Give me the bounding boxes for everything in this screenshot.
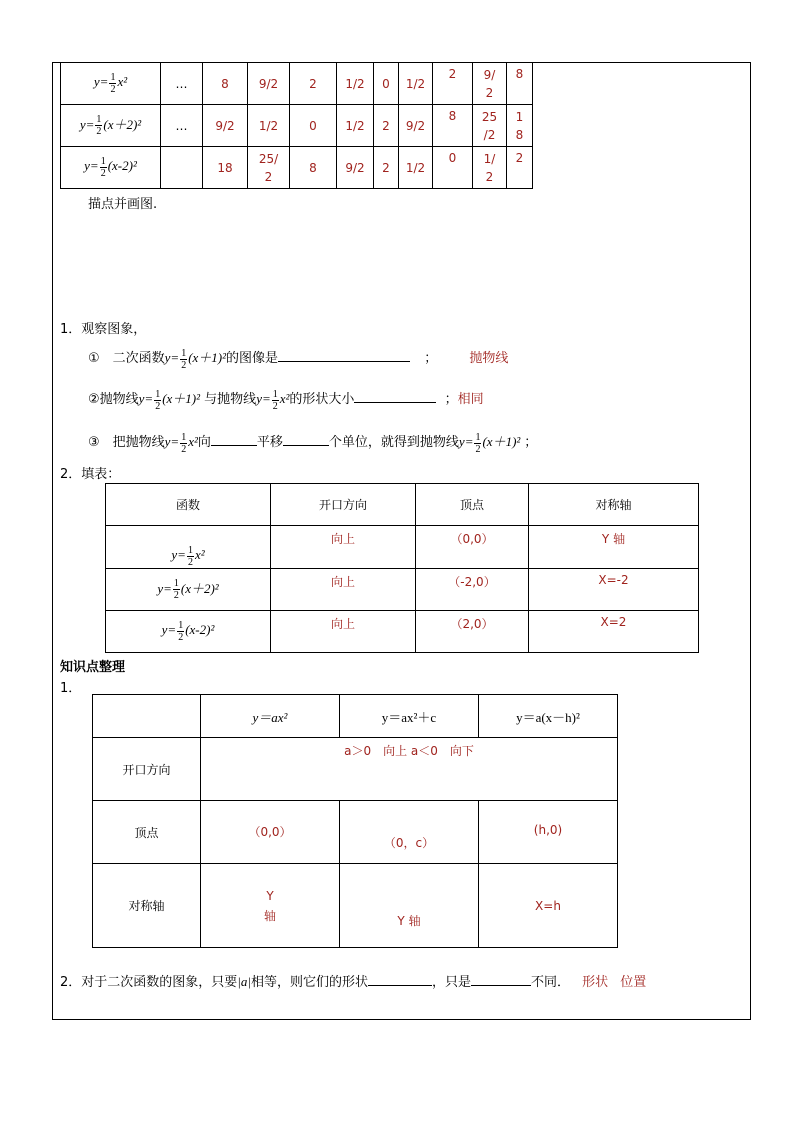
value-cell: 2	[290, 63, 337, 105]
table-row	[61, 105, 533, 147]
value-cell: 1/2	[399, 63, 433, 105]
value-cell: 1/2	[337, 105, 374, 147]
value-cell: 8	[433, 105, 473, 147]
value-cell: 1/ 2	[473, 147, 507, 189]
value-cell: 1/2	[248, 105, 290, 147]
dots-cell: …	[161, 63, 203, 105]
header-cell: 开口方向	[271, 484, 416, 526]
knowledge-item-1: 1．	[60, 681, 82, 696]
value-table	[60, 62, 533, 189]
question-1: ① 二次函数y= $\frac{1}{2}$ (x＋1)²的图像是 ； 抛物线	[88, 347, 509, 371]
table-header-row	[93, 695, 618, 738]
table-row	[61, 63, 533, 105]
table-row	[93, 864, 618, 948]
function-cell: y= $\frac{1}{2}$ (x-2)²	[61, 147, 161, 189]
axis-cell: Y 轴	[529, 526, 699, 569]
value-cell: 2	[433, 63, 473, 105]
vertex-cell: （0，c）	[340, 801, 479, 864]
knowledge-title: 知识点整理	[60, 660, 126, 675]
value-cell: 25 /2	[473, 105, 507, 147]
value-cell: 1/2	[399, 147, 433, 189]
knowledge-item-2: 2．对于二次函数的图象，只要|a|相等，则它们的形状 ，只是 不同． 形状 位置	[60, 974, 647, 990]
table-row	[106, 611, 699, 653]
answer-text: 抛物线	[469, 351, 509, 366]
section2-heading: 2．填表：	[60, 467, 121, 482]
opening-cell: 向上	[271, 569, 416, 611]
table-row	[106, 526, 699, 569]
answer-blank[interactable]	[278, 349, 410, 362]
value-cell: 9/2	[248, 63, 290, 105]
opening-cell: 向上	[271, 526, 416, 569]
row-label: 对称轴	[93, 864, 201, 948]
axis-cell: X=2	[529, 611, 699, 653]
answer-blank[interactable]	[354, 390, 436, 403]
table-row	[93, 801, 618, 864]
value-cell: 9/2	[399, 105, 433, 147]
header-cell: 对称轴	[529, 484, 699, 526]
value-cell: 18	[203, 147, 248, 189]
value-cell: 8	[203, 63, 248, 105]
table-header-row	[106, 484, 699, 526]
dots-cell	[161, 147, 203, 189]
vertex-cell: （2,0）	[416, 611, 529, 653]
value-cell: 0	[433, 147, 473, 189]
table-row	[61, 147, 533, 189]
plot-note: 描点并画图.	[88, 197, 158, 212]
value-cell: 0	[374, 63, 399, 105]
value-cell: 2	[507, 147, 533, 189]
section1-heading: 1．观察图象，	[60, 322, 147, 337]
opening-cell: a＞0 向上 a＜0 向下	[201, 738, 618, 801]
header-cell: y＝ax²	[201, 695, 340, 738]
vertex-cell: （0,0）	[201, 801, 340, 864]
dots-cell: …	[161, 105, 203, 147]
vertex-cell: （0,0）	[416, 526, 529, 569]
units-blank[interactable]	[283, 433, 329, 446]
answer-text: 相同	[457, 392, 484, 407]
value-cell: 9/ 2	[473, 63, 507, 105]
value-cell: 2	[374, 147, 399, 189]
value-cell: 1/2	[337, 63, 374, 105]
fill-table	[105, 483, 699, 653]
header-cell: 函数	[106, 484, 271, 526]
summary-table	[92, 694, 618, 948]
axis-cell: X=-2	[529, 569, 699, 611]
answer-text: 位置	[620, 975, 647, 990]
question-2: ②抛物线y= $\frac{1}{2}$ (x＋1)² 与抛物线y= $\frac{1}{2}$ x²的形状大小 ；相同	[88, 388, 484, 412]
header-cell: 顶点	[416, 484, 529, 526]
direction-blank[interactable]	[211, 433, 257, 446]
corner-cell	[93, 695, 201, 738]
value-cell: 8	[507, 63, 533, 105]
vertex-cell: （-2,0）	[416, 569, 529, 611]
position-blank[interactable]	[471, 973, 531, 986]
value-cell: 25/ 2	[248, 147, 290, 189]
header-cell: y＝a(x－h)²	[479, 695, 618, 738]
function-cell: y= $\frac{1}{2}$ (x＋2)²	[61, 105, 161, 147]
function-cell: y= $\frac{1}{2}$ x²	[61, 63, 161, 105]
value-cell: 0	[290, 105, 337, 147]
value-cell: 1 8	[507, 105, 533, 147]
header-cell: y＝ax²＋c	[340, 695, 479, 738]
question-3: ③ 把抛物线y= $\frac{1}{2}$ x²向 平移 个单位，就得到抛物线y= $\frac{1}{2}$ (x＋1)² ；	[88, 431, 538, 455]
table-row	[93, 738, 618, 801]
function-cell: y= $\frac{1}{2}$ (x＋2)²	[106, 569, 271, 611]
vertex-cell: (h,0)	[479, 801, 618, 864]
table-row	[106, 569, 699, 611]
answer-text: 形状	[582, 975, 609, 990]
value-cell: 9/2	[337, 147, 374, 189]
axis-cell: Y 轴	[340, 864, 479, 948]
value-cell: 8	[290, 147, 337, 189]
value-cell: 9/2	[203, 105, 248, 147]
function-cell: y= $\frac{1}{2}$ x²	[106, 526, 271, 569]
function-cell: y= $\frac{1}{2}$ (x-2)²	[106, 611, 271, 653]
shape-blank[interactable]	[368, 973, 432, 986]
row-label: 开口方向	[93, 738, 201, 801]
opening-cell: 向上	[271, 611, 416, 653]
axis-cell: X=h	[479, 864, 618, 948]
value-cell: 2	[374, 105, 399, 147]
row-label: 顶点	[93, 801, 201, 864]
axis-cell: Y 轴	[201, 864, 340, 948]
